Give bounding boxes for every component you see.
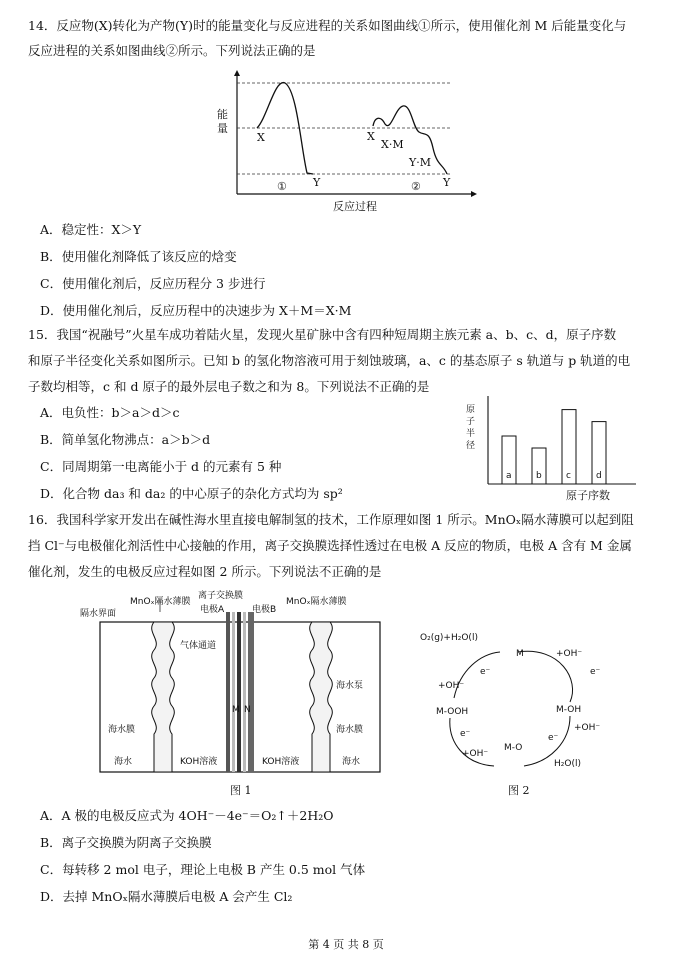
- q15-ylabel-2: 子: [466, 417, 476, 427]
- q15-option-d: D．化合物 da₃ 和 da₂ 的中心原子的杂化方式均为 sp²: [40, 486, 343, 501]
- q14-energy-diagram: [205, 68, 485, 218]
- fig1-mnox-left: MnOₓ隔水薄膜: [130, 597, 191, 607]
- q14-label-y1: Y: [313, 176, 321, 189]
- q15-xlabel: 原子序数: [566, 489, 610, 502]
- q16-fig1-electrolyzer: [80, 588, 400, 804]
- fig1-electrode-b: 电极B: [252, 605, 277, 615]
- q15-ylabel-3: 半: [466, 429, 476, 439]
- fig2-moh: M-OH: [556, 705, 582, 715]
- fig2-mo: M-O: [504, 743, 523, 753]
- fig1-seawater-left: 海水: [114, 757, 133, 767]
- q15-stem-line1: 15．我国“祝融号”火星车成功着陆火星，发现火星矿脉中含有四种短周期主族元素 a、b、c、d，原子序数: [28, 327, 617, 342]
- fig1-label-m: M: [232, 705, 240, 715]
- fig1-mnox-right: MnOₓ隔水薄膜: [286, 597, 347, 607]
- fig2-mooh: M-OOH: [436, 707, 469, 717]
- q16-option-a: A．A 极的电极反应式为 4OH⁻－4e⁻＝O₂↑＋2H₂O: [40, 808, 334, 823]
- q15-bar-label-c: c: [566, 471, 571, 481]
- q16-option-c: C．每转移 2 mol 电子，理论上电极 B 产生 0.5 mol 气体: [40, 862, 366, 877]
- q15-bar-label-d: d: [596, 471, 602, 481]
- fig2-e-4: e⁻: [460, 729, 471, 739]
- fig2-e-1: e⁻: [590, 667, 601, 677]
- fig2-oh-3: +OH⁻: [574, 723, 601, 733]
- q14-option-a: A．稳定性：X＞Y: [40, 222, 142, 237]
- fig2-e-3: e⁻: [548, 733, 559, 743]
- q15-bar-label-b: b: [536, 471, 542, 481]
- fig1-seawater-membrane-right: 海水膜: [336, 725, 364, 735]
- q16-stem-line2: 挡 Cl⁻与电极催化剂活性中心接触的作用，离子交换膜选择性透过在电极 A 反应的物质，电极 A 含有 M 金属: [28, 538, 632, 553]
- fig2-h2o: H₂O(l): [554, 759, 581, 769]
- fig2-oh-2: +OH⁻: [438, 681, 465, 691]
- fig1-koh-right: KOH溶液: [262, 757, 300, 767]
- q14-option-c: C．使用催化剂后，反应历程分 3 步进行: [40, 276, 266, 291]
- q15-bar-label-a: a: [506, 471, 512, 481]
- q15-stem-line3: 子数均相等，c 和 d 原子的最外层电子数之和为 8。下列说法不正确的是: [28, 379, 430, 394]
- q14-stem-line2: 反应进程的关系如图曲线②所示。下列说法正确的是: [28, 43, 316, 58]
- fig1-seawater-membrane-left: 海水膜: [108, 725, 136, 735]
- fig1-label-n: N: [244, 705, 251, 715]
- q16-stem-line1: 16．我国科学家开发出在碱性海水里直接电解制氢的技术，工作原理如图 1 所示。MnOₓ隔水薄膜可以起到阻: [28, 512, 634, 527]
- q14-label-xm: X·M: [381, 138, 404, 151]
- q14-curve2-label: ②: [411, 180, 421, 193]
- q15-stem-line2: 和原子半径变化关系如图所示。已知 b 的氢化物溶液可用于刻蚀玻璃，a、c 的基态原子 s 轨道与 p 轨道的电: [28, 353, 631, 368]
- q16-stem-line3: 催化剂，发生的电极反应过程如图 2 所示。下列说法不正确的是: [28, 564, 382, 579]
- fig1-water-interface: 隔水界面: [80, 609, 117, 619]
- fig1-electrode-a: 电极A: [200, 605, 225, 615]
- fig1-caption: 图 1: [230, 784, 252, 797]
- q16-option-b: B．离子交换膜为阴离子交换膜: [40, 835, 212, 850]
- q15-ylabel-4: 径: [466, 441, 476, 451]
- fig1-gas-channel: 气体通道: [180, 641, 217, 651]
- q14-label-ym: Y·M: [409, 156, 432, 169]
- q16-fig2-catalytic-cycle: [420, 624, 620, 800]
- q14-ylabel-1: 能: [217, 108, 228, 121]
- fig2-o2: O₂(g)+H₂O(l): [420, 633, 478, 643]
- q15-option-b: B．简单氢化物沸点：a＞b＞d: [40, 432, 211, 447]
- fig2-caption: 图 2: [508, 784, 530, 797]
- q15-radius-chart: [462, 392, 642, 504]
- page-footer: 第 4 页 共 8 页: [308, 938, 384, 951]
- fig1-seawater-right: 海水: [342, 757, 361, 767]
- q14-label-x1: X: [257, 131, 265, 144]
- q16-option-d: D．去掉 MnOₓ隔水薄膜后电极 A 会产生 Cl₂: [40, 889, 293, 904]
- q14-label-y2: Y: [443, 176, 451, 189]
- fig1-ion-membrane: 离子交换膜: [198, 591, 244, 601]
- q14-stem-line1: 14．反应物(X)转化为产物(Y)时的能量变化与反应进程的关系如图曲线①所示，使用催化剂 M 后能量变化与: [28, 18, 627, 33]
- q14-option-d: D．使用催化剂后，反应历程中的决速步为 X＋M＝X·M: [40, 303, 352, 318]
- q14-xlabel: 反应过程: [333, 200, 377, 213]
- fig1-koh-left: KOH溶液: [180, 757, 218, 767]
- q15-ylabel-1: 原: [466, 405, 476, 415]
- q15-option-c: C．同周期第一电离能小于 d 的元素有 5 种: [40, 459, 282, 474]
- fig2-oh-1: +OH⁻: [556, 649, 583, 659]
- fig2-m: M: [516, 649, 524, 659]
- q14-option-b: B．使用催化剂降低了该反应的焓变: [40, 249, 237, 264]
- fig2-oh-4: +OH⁻: [462, 749, 489, 759]
- fig1-seawater-pump: 海水泵: [336, 681, 364, 691]
- q14-label-x2: X: [367, 130, 375, 143]
- q15-option-a: A．电负性：b＞a＞d＞c: [40, 405, 180, 420]
- fig2-e-2: e⁻: [480, 667, 491, 677]
- q14-curve1-label: ①: [277, 180, 287, 193]
- q14-ylabel-2: 量: [217, 122, 228, 135]
